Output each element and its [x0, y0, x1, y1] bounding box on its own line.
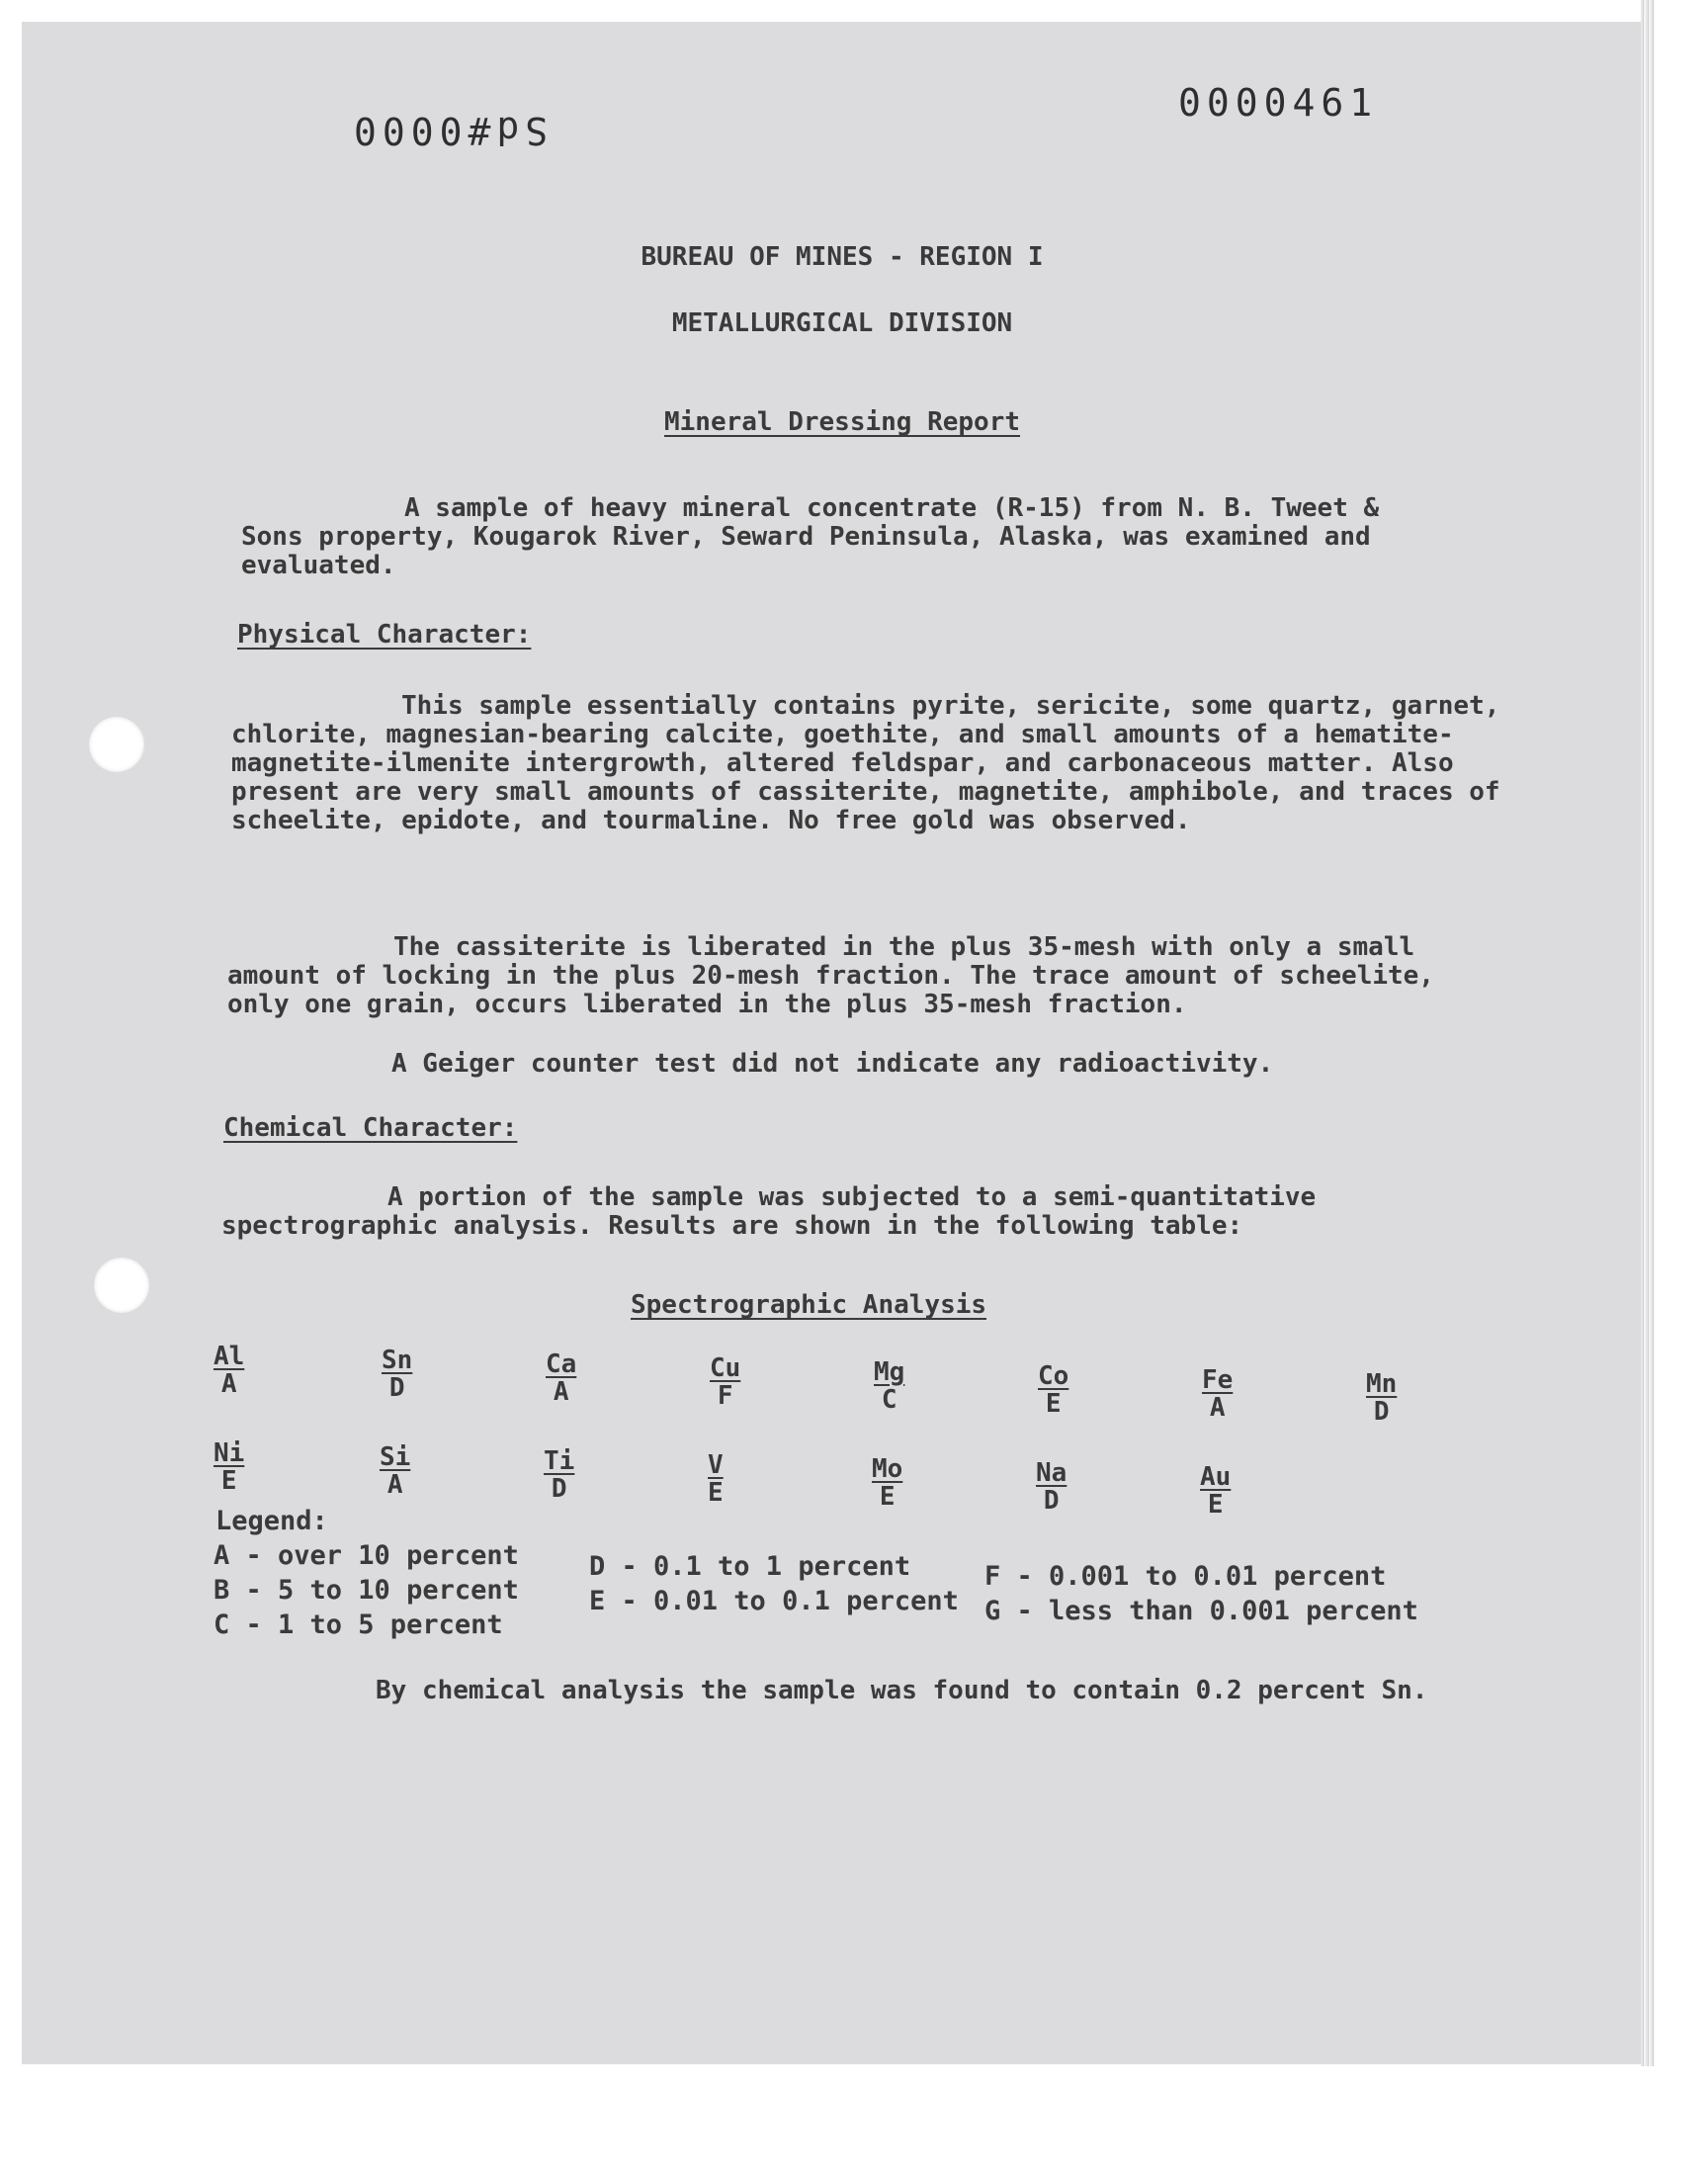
element-cell: V E [708, 1450, 724, 1508]
physical-character-heading: Physical Character: [237, 620, 532, 650]
legend-item-d: D - 0.1 to 1 percent [589, 1551, 911, 1582]
intro-paragraph: A sample of heavy mineral concentrate (R-15) from N. B. Tweet & Sons property, Kougarok River, Seward Peninsula, Alaska, was examined and evaluated. [241, 493, 1380, 580]
chemical-character-heading: Chemical Character: [223, 1113, 518, 1143]
legend-item-f: F - 0.001 to 0.01 percent [984, 1561, 1387, 1592]
page-stack-edge [1641, 0, 1655, 2066]
punch-hole [89, 717, 144, 772]
legend-item-a: A - over 10 percent [214, 1540, 519, 1571]
element-cell: Mn D [1366, 1369, 1398, 1427]
physical-paragraph-1: This sample essentially contains pyrite, sericite, some quartz, garnet, chlorite, magnesian-bearing calcite, goethite, and small amounts of a hematite-magnetite-ilmenite intergrowth, altered feldspar, and carbonaceous matter. Also present are very small amounts of cassiterite, magnetite, amphibole, and traces of scheelite, epidote, and tourmaline. No free gold was observed. [231, 691, 1500, 835]
element-cell: Co E [1038, 1361, 1069, 1419]
element-cell: Mg C [874, 1357, 905, 1415]
element-cell: Cu F [710, 1353, 741, 1411]
header-bureau: BUREAU OF MINES - REGION I [640, 242, 1044, 272]
report-title: Mineral Dressing Report [663, 407, 1021, 437]
element-cell: Ca A [546, 1349, 577, 1407]
element-cell: Na D [1036, 1458, 1068, 1516]
element-cell: Ni E [214, 1438, 245, 1496]
element-cell: Sn D [382, 1346, 413, 1403]
element-cell: Au E [1200, 1462, 1232, 1520]
punch-hole [94, 1258, 149, 1313]
physical-paragraph-2: The cassiterite is liberated in the plus 35-mesh with only a small amount of locking in the plus 20-mesh fraction. The trace amount of scheelite, only one grain, occurs liberated in the plus 35-mesh fraction. [227, 932, 1434, 1019]
element-cell: Al A [214, 1342, 245, 1399]
header-division: METALLURGICAL DIVISION [671, 308, 1013, 338]
spectrographic-table-title: Spectrographic Analysis [631, 1290, 987, 1320]
element-cell: Ti D [544, 1446, 575, 1504]
physical-paragraph-3: A Geiger counter test did not indicate any radioactivity. [391, 1049, 1274, 1079]
legend-item-b: B - 5 to 10 percent [214, 1575, 519, 1606]
legend-item-g: G - less than 0.001 percent [984, 1596, 1418, 1626]
chemical-paragraph: A portion of the sample was subjected to a semi-quantitative spectrographic analysis. Results are shown in the following table: [221, 1182, 1317, 1241]
stamp-number-inverted: Sd#0000 [348, 109, 549, 152]
stamp-number: 0000461 [1178, 81, 1379, 125]
legend-item-c: C - 1 to 5 percent [214, 1610, 503, 1640]
element-cell: Fe A [1202, 1365, 1234, 1423]
legend-item-e: E - 0.01 to 0.1 percent [589, 1586, 959, 1616]
element-cell: Si A [380, 1442, 411, 1500]
conclusion-paragraph: By chemical analysis the sample was found to contain 0.2 percent Sn. [376, 1676, 1428, 1705]
element-cell: Mo E [872, 1454, 903, 1512]
legend-label: Legend: [215, 1506, 328, 1536]
